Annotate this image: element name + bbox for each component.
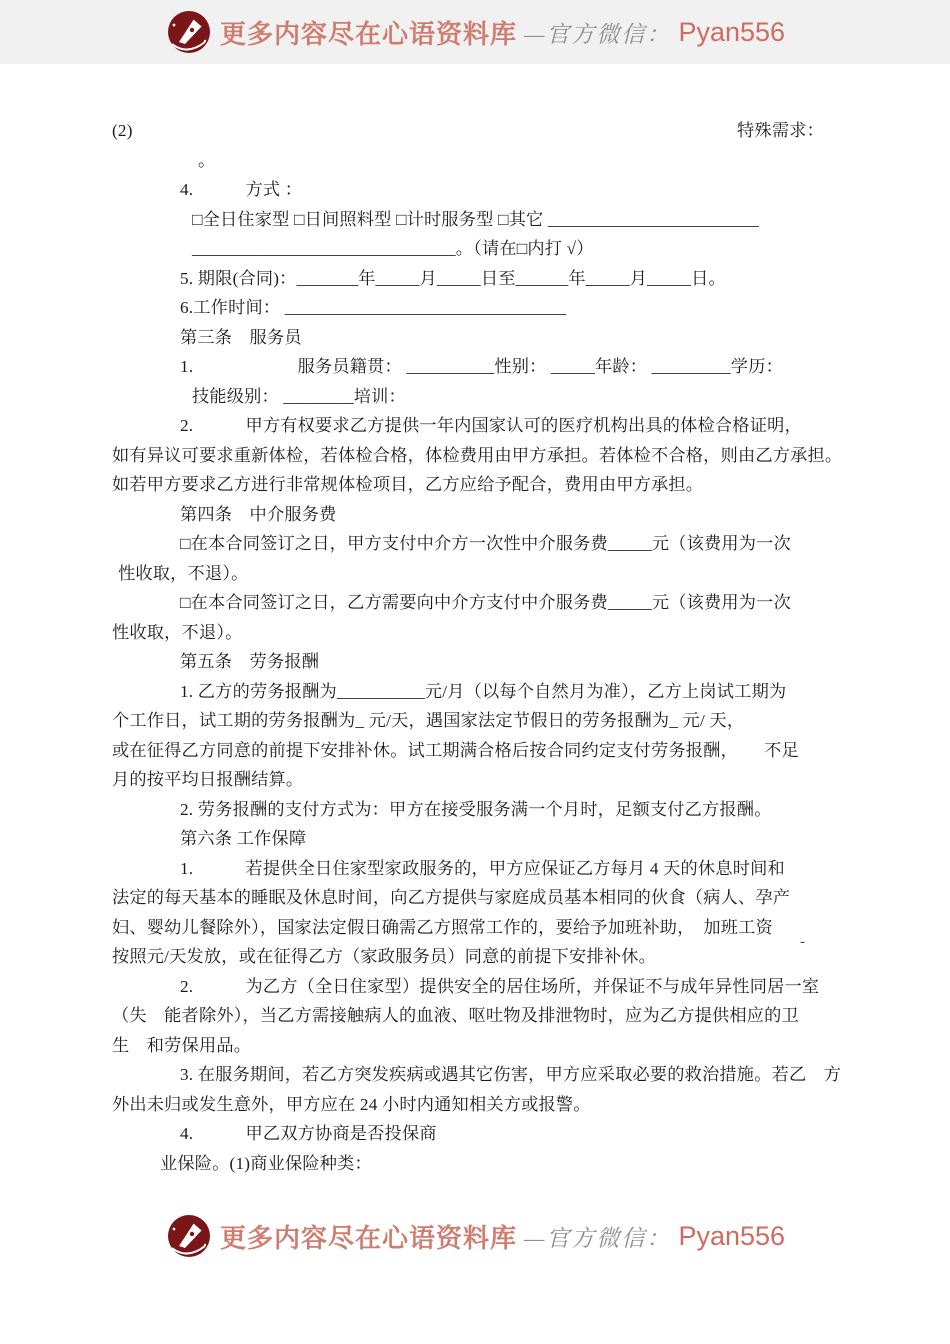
doc-line: 业保险。(1)商业保险种类： bbox=[160, 1153, 372, 1173]
doc-line: 1. 乙方的劳务报酬为__________元/月（以每个自然月为准），乙方上岗试工期为 bbox=[180, 681, 787, 701]
promo-banner-top bbox=[0, 0, 950, 64]
contract-page bbox=[112, 116, 850, 1178]
doc-line: 2. 劳务报酬的支付方式为：甲方在接受服务满一个月时，足额支付乙方报酬。 bbox=[180, 799, 772, 819]
doc-line: 1. 若提供全日住家型家政服务的，甲方应保证乙方每月 4 天的休息时间和 bbox=[180, 858, 785, 878]
doc-line-contract-term: 5. 期限(合同)：_______年_____月_____日至______年_____月_____日。 bbox=[180, 268, 726, 288]
banner-title: 更多内容尽在心语资料库 bbox=[219, 1223, 517, 1253]
doc-line: 按照元/天发放，或在征得乙方（家政服务员）同意的前提下安排补休。 bbox=[112, 947, 656, 966]
promo-banner-bottom bbox=[0, 1204, 950, 1268]
doc-line: 月的按平均日报酬结算。 bbox=[112, 770, 304, 789]
doc-line: 技能级别： ________培训： bbox=[192, 386, 406, 406]
stray-dash-mark: - bbox=[800, 934, 805, 950]
doc-line: 性收取，不退）。 bbox=[118, 563, 249, 583]
doc-line: 。 bbox=[198, 150, 216, 170]
doc-line: 4. 甲乙双方协商是否投保商 bbox=[180, 1124, 437, 1143]
doc-line: （失 能者除外），当乙方需接触病人的血液、呕吐物及排泄物时，应为乙方提供相应的卫 bbox=[112, 1006, 799, 1025]
doc-line-work-hours: 6.工作时间： ________________________________ bbox=[180, 298, 567, 317]
doc-line: 法定的每天基本的睡眠及休息时间，向乙方提供与家庭成员基本相同的伙食（病人、孕产 bbox=[112, 888, 791, 907]
banner-wechat-label: —官方微信： bbox=[523, 21, 672, 47]
doc-line: 2. 甲方有权要求乙方提供一年内国家认可的医疗机构出具的体检合格证明， bbox=[180, 416, 802, 435]
doc-line: 妇、婴幼儿餐除外），国家法定假日确需乙方照常工作的，要给予加班补助， 加班工资 bbox=[112, 917, 773, 937]
doc-line: 2. 为乙方（全日住家型）提供安全的居住场所，并保证不与成年异性同居一室 bbox=[180, 976, 820, 996]
pen-logo-icon bbox=[165, 1212, 213, 1260]
doc-line: □在本合同签订之日，乙方需要向中介方支付中介服务费_____元（该费用为一次 bbox=[180, 593, 791, 612]
doc-heading-article-6: 第六条 工作保障 bbox=[180, 829, 307, 848]
doc-line: 或在征得乙方同意的前提下安排补休。试工期满合格后按合同约定支付劳务报酬， 不足 bbox=[112, 740, 799, 760]
doc-line: 如若甲方要求乙方进行非常规体检项目，乙方应给予配合，费用由甲方承担。 bbox=[112, 475, 704, 494]
special-needs-label: 特殊需求： bbox=[737, 121, 824, 140]
clause-2-label: (2) bbox=[112, 121, 133, 140]
doc-heading-article-3: 第三条 服务员 bbox=[180, 327, 302, 347]
doc-line: 性收取，不退）。 bbox=[112, 622, 243, 642]
doc-line: 外出未归或发生意外，甲方应在 24 小时内通知相关方或报警。 bbox=[112, 1094, 591, 1114]
doc-line: 个工作日，试工期的劳务报酬为_ 元/天，遇国家法定节假日的劳务报酬为_ 元/ 天， bbox=[112, 711, 745, 730]
pen-logo-icon bbox=[165, 8, 213, 56]
doc-heading-article-5: 第五条 劳务报酬 bbox=[180, 652, 320, 671]
doc-line bbox=[112, 116, 850, 146]
banner-wechat-label: —官方微信： bbox=[523, 1225, 672, 1251]
doc-line: 1. 服务员籍贯： __________性别： _____年龄： _________学历： bbox=[180, 357, 783, 376]
doc-line: 3. 在服务期间，若乙方突发疾病或遇其它伤害，甲方应采取必要的救治措施。若乙 方 bbox=[180, 1065, 842, 1084]
banner-title: 更多内容尽在心语资料库 bbox=[219, 19, 517, 49]
doc-line-check-instruction: ______________________________。（请在□内打 √） bbox=[192, 239, 594, 258]
doc-line: 生 和劳保用品。 bbox=[112, 1035, 252, 1055]
banner-wechat-id: Pyan556 bbox=[678, 16, 786, 47]
doc-line: 如有异议可要求重新体检，若体检合格，体检费用由甲方承担。若体检不合格，则由乙方承担。 bbox=[112, 445, 843, 465]
doc-line: □在本合同签订之日，甲方支付中介方一次性中介服务费_____元（该费用为一次 bbox=[180, 534, 791, 553]
doc-line-clause-4-method: 4. 方式 ： bbox=[180, 180, 303, 199]
doc-line-service-type-checkboxes: □全日住家型 □日间照料型 □计时服务型 □其它 ________________________ bbox=[192, 209, 759, 229]
doc-heading-article-4: 第四条 中介服务费 bbox=[180, 504, 337, 524]
banner-wechat-id: Pyan556 bbox=[678, 1220, 786, 1251]
